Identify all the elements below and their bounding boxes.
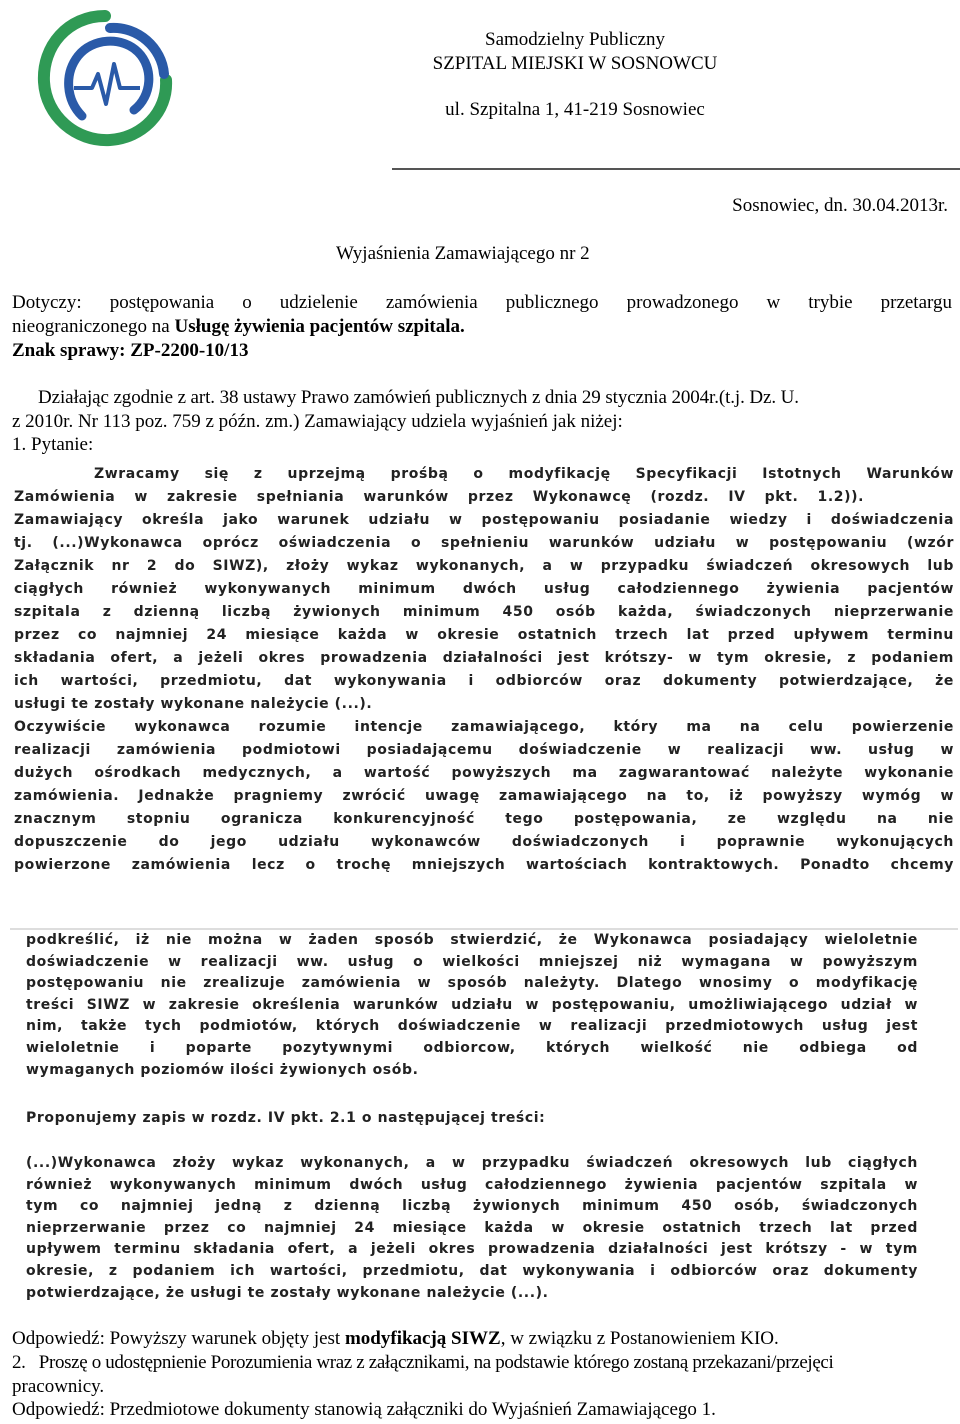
scan1-line: składania ofert, a jeżeli okres prowadzenia działalności jest krótszy- w tym okresie, z podaniem xyxy=(14,650,954,666)
hospital-name-line2: SZPITAL MIEJSKI W SOSNOWCU xyxy=(432,53,718,74)
hospital-address: ul. Szpitalna 1, 41-219 Sosnowiec xyxy=(445,99,705,120)
scan1-line: Zwracamy się z uprzejmą prośbą o modyfikację Specyfikacji Istotnych Warunków xyxy=(94,466,954,482)
scan1-line: Załącznik nr 2 do SIWZ), złoży wykaz wykonanych, a w przypadku świadczeń okresowych lub xyxy=(14,558,954,574)
scan3-line: potwierdzające, że usługi te zostały wykonane należycie (...). xyxy=(26,1284,549,1301)
scanned-question-block-1 xyxy=(14,463,954,877)
scan1-line: usługi te zostały wykonane należycie (...). xyxy=(14,696,373,712)
answer1-suffix: , w związku z Postanowieniem KIO. xyxy=(500,1328,779,1349)
scan1-line: powierzone zamówienia lecz o trochę mniejszych wartościach kontraktowych. Ponadto chcemy xyxy=(14,857,954,873)
answer2: Odpowiedź: Przedmiotowe dokumenty stanowią załączniki do Wyjaśnień Zamawiającego 1. xyxy=(12,1399,716,1420)
scan1-line: tj. (...)Wykonawca oprócz oświadczenia o spełnieniu warunków udziału w postępowaniu (wzór xyxy=(14,535,954,551)
scan1-line: ich wartości, przedmiotu, dat wykonywania i odbiorców oraz dokumenty potwierdzające, że xyxy=(14,673,954,689)
scan3-line: upływem terminu składania ofert, a jeżeli okres prowadzenia działalności jest krótszy - w tym xyxy=(26,1241,918,1258)
subject-line2-bold: Usługę żywienia pacjentów szpitala. xyxy=(174,316,465,337)
scan1-line: Oczywiście wykonawca rozumie intencje zamawiającego, który ma na celu powierzenie xyxy=(14,719,954,735)
scan2-line: podkreślić, iż nie można w żaden sposób stwierdzić, że Wykonawca posiadający wieloletnie xyxy=(26,932,918,948)
subject-line2 xyxy=(12,316,465,338)
scanned-proposal-block xyxy=(26,1153,918,1304)
scan1-line: realizacji zamówienia podmiotowi posiadającemu doświadczenie w realizacji ww. usług w xyxy=(14,742,954,758)
scan2-line: wymaganych poziomów ilości żywionych osób. xyxy=(26,1061,419,1078)
scan1-line: ciągłych również wykonywanych minimum dwóch usług całodziennego żywienia pacjentów xyxy=(14,581,954,597)
subject-line2-plain: nieograniczonego na xyxy=(12,316,175,337)
scan1-line: Zamawiający określa jako warunek udziału w postępowaniu posiadanie wiedzy i doświadczenia xyxy=(14,512,954,528)
subject-line1: Dotyczy: postępowania o udzielenie zamówienia publicznego prowadzonego w trybie przetargu xyxy=(12,292,952,313)
scan3-line: (...)Wykonawca złoży wykaz wykonanych, a w przypadku świadczeń okresowych lub ciągłych xyxy=(26,1155,918,1171)
scanned-question-block-2 xyxy=(26,930,918,1081)
scan2-line: wieloletnie i poparte pozytywnymi odbiorcow, których wielkość nie odbiega od xyxy=(26,1039,918,1056)
answer1-bold: modyfikacją SIWZ xyxy=(344,1328,501,1349)
case-number: Znak sprawy: ZP-2200-10/13 xyxy=(12,340,249,361)
intro-line2: z 2010r. Nr 113 poz. 759 z późn. zm.) Zamawiający udziela wyjaśnień jak niżej: xyxy=(12,411,623,432)
scan2-line: nim, także tych podmiotów, których doświadczenie w realizacji przedmiotowych usług jest xyxy=(26,1018,918,1035)
intro-line1: Działając zgodnie z art. 38 ustawy Prawo zamówień publicznych z dnia 29 stycznia 2004r.(t.j. Dz. U. xyxy=(38,387,799,408)
proposal-heading: Proponujemy zapis w rozdz. IV pkt. 2.1 o następującej treści: xyxy=(26,1110,546,1126)
scan1-line: przez co najmniej 24 miesiące każda w okresie ostatnich trzech lat przed upływem terminu xyxy=(14,627,954,643)
scan1-line: szpitala z dzienną liczbą żywionych minimum 450 osób każda, świadczonych nieprzerwanie xyxy=(14,604,954,620)
scan2-line: postępowaniu nie zrealizuje zamówienia w sposób należyty. Dlatego wnosimy o modyfikację xyxy=(26,975,918,992)
scan3-line: nieprzerwanie przez co najmniej 24 miesiące każda w okresie ostatnich trzech lat przed xyxy=(26,1219,918,1236)
hospital-name-line1: Samodzielny Publiczny xyxy=(485,29,665,50)
question2-line2: pracownicy. xyxy=(12,1376,105,1397)
hospital-logo-icon xyxy=(30,4,180,154)
scan1-line: znacznym stopniu ogranicza konkurencyjność tego postępowania, ze względu na nie xyxy=(14,811,954,827)
scan1-line: zamówienia. Jednakże pragniemy zwrócić uwagę zamawiającego na to, iż powyższy wymóg w xyxy=(14,788,954,804)
answer1-prefix: Odpowiedź: Powyższy warunek objęty jest xyxy=(12,1328,345,1349)
scan2-line: doświadczenie w realizacji ww. usług o wielkości mniejszej niż wymagana w powyższym xyxy=(26,953,918,970)
answer1 xyxy=(12,1328,779,1350)
header-rule xyxy=(392,168,960,170)
scan3-line: również wykonywanych minimum dwóch usług całodziennego żywienia pacjentów szpitala w xyxy=(26,1176,918,1193)
scan2-line: treści SIWZ w zakresie określenia warunków udziału w postępowaniu, umożliwiającego udział w xyxy=(26,996,918,1013)
question1-label: 1. Pytanie: xyxy=(12,434,94,455)
scan3-line: okresie, z podaniem ich wartości, przedmiotu, dat wykonywania i odbiorców oraz dokumenty xyxy=(26,1262,918,1279)
scan1-line: dużych ośrodkach medycznych, a wartość powyższych ma zagwarantować należyte wykonanie xyxy=(14,765,954,781)
scan1-line: dopuszczenie do jego udziału wykonawców doświadczonych i poprawnie wykonujących xyxy=(14,834,954,850)
document-title: Wyjaśnienia Zamawiającego nr 2 xyxy=(336,243,590,264)
document-date: Sosnowiec, dn. 30.04.2013r. xyxy=(732,195,948,216)
question2-line1: 2. Proszę o udostępnienie Porozumienia wraz z załącznikami, na podstawie którego zostaną przekazani/przejęci xyxy=(12,1352,834,1373)
scan1-line: Zamówienia w zakresie spełniania warunków przez Wykonawcę (rozdz. IV pkt. 1.2)). xyxy=(14,489,864,505)
scan3-line: tym co najmniej jedną z dzienną liczbą żywionych minimum 450 osób, świadczonych xyxy=(26,1198,918,1215)
